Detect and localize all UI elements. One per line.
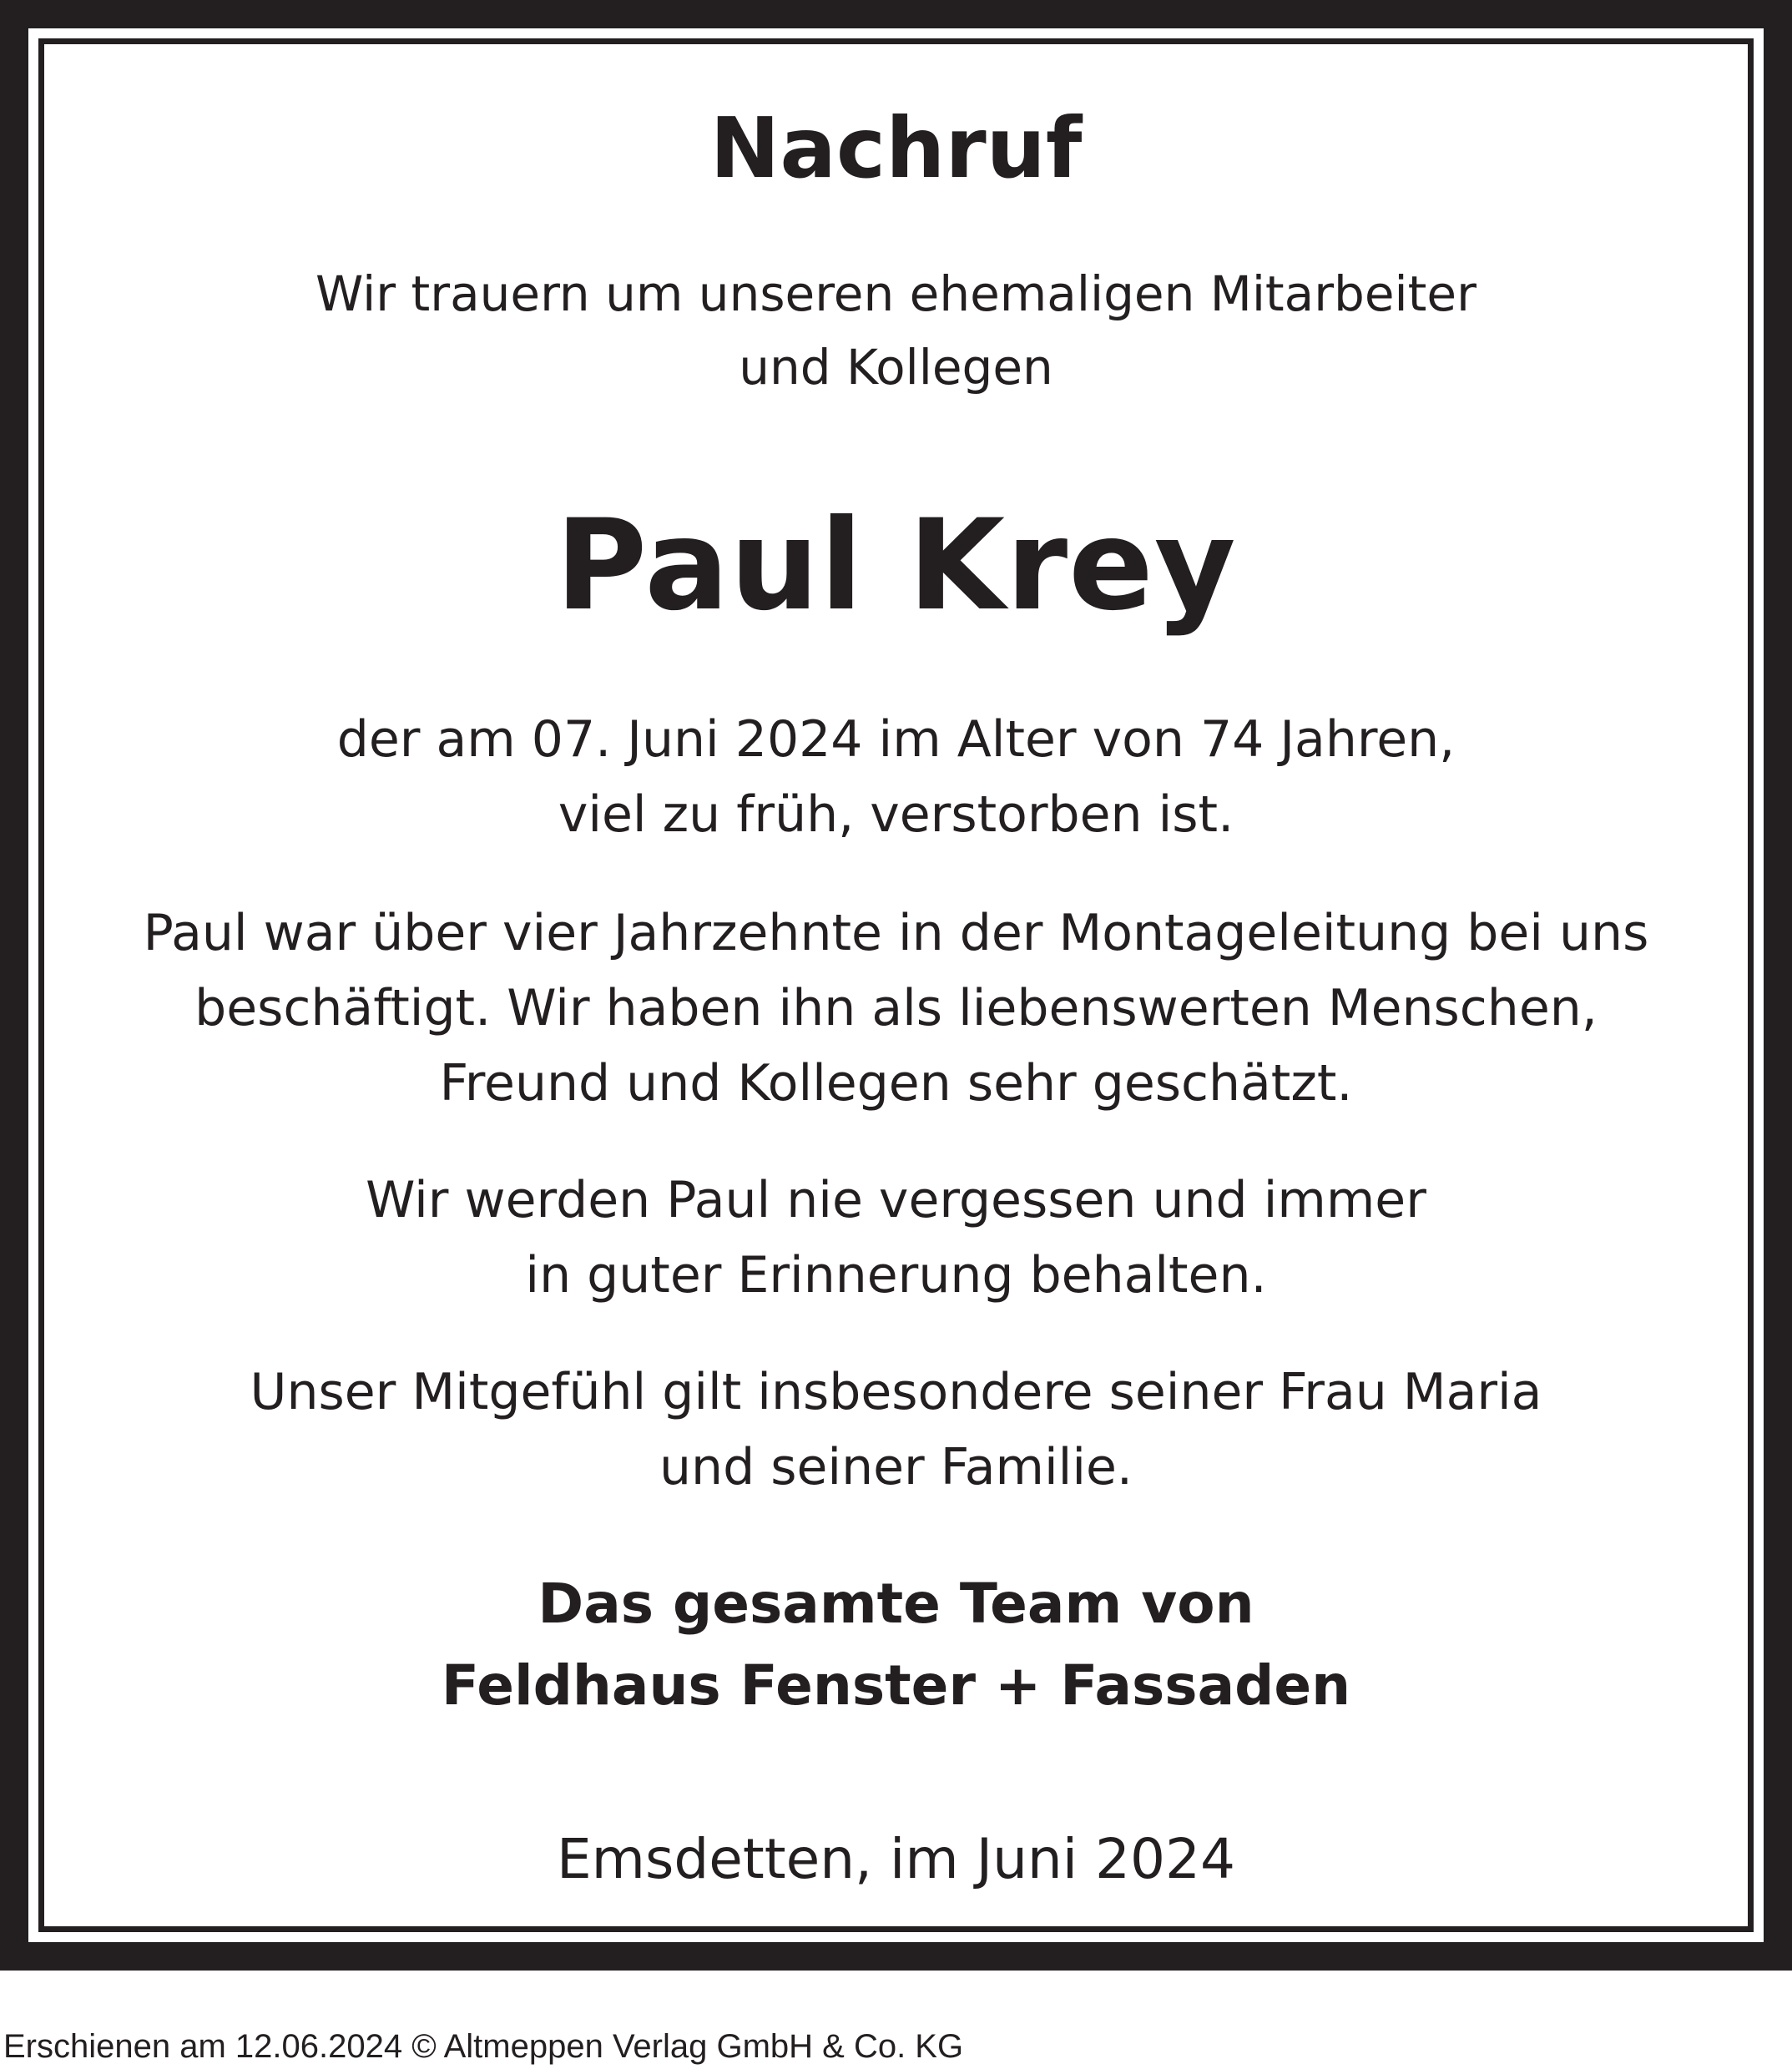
- paragraph-line: beschäftigt. Wir haben ihn als liebenswerten Menschen,: [194, 979, 1598, 1037]
- signature: [44, 1563, 1748, 1727]
- place-date: Emsdetten, im Juni 2024: [556, 1827, 1236, 1891]
- paragraph-line: Freund und Kollegen sehr geschätzt.: [439, 1054, 1353, 1113]
- notice-title: Nachruf: [709, 99, 1083, 197]
- intro-text: [44, 257, 1748, 404]
- intro-line: Wir trauern um unseren ehemaligen Mitarbeiter: [315, 265, 1477, 322]
- paragraph-remembrance: [44, 1163, 1748, 1313]
- publication-footer: Erschienen am 12.06.2024 © Altmeppen Verlag GmbH & Co. KG: [3, 2028, 964, 2065]
- signature-line: Das gesamte Team von: [538, 1572, 1254, 1636]
- paragraph-line: viel zu früh, verstorben ist.: [558, 785, 1234, 844]
- signature-line: Feldhaus Fenster + Fassaden: [441, 1653, 1351, 1718]
- paragraph-line: Paul war über vier Jahrzehnte in der Montageleitung bei uns: [143, 904, 1649, 962]
- paragraph-line: Unser Mitgefühl gilt insbesondere seiner Frau Maria: [250, 1363, 1542, 1421]
- paragraph-death-date: [44, 702, 1748, 852]
- paragraph-career: [44, 896, 1748, 1121]
- paragraph-line: Wir werden Paul nie vergessen und immer: [366, 1171, 1426, 1229]
- intro-line: und Kollegen: [739, 339, 1053, 396]
- paragraph-line: in guter Erinnerung behalten.: [525, 1246, 1267, 1304]
- deceased-name: Paul Krey: [555, 493, 1237, 638]
- paragraph-condolence: [44, 1355, 1748, 1505]
- paragraph-line: der am 07. Juni 2024 im Alter von 74 Jahren,: [336, 710, 1456, 769]
- obituary-notice: [44, 44, 1748, 1926]
- paragraph-line: und seiner Familie.: [659, 1438, 1133, 1496]
